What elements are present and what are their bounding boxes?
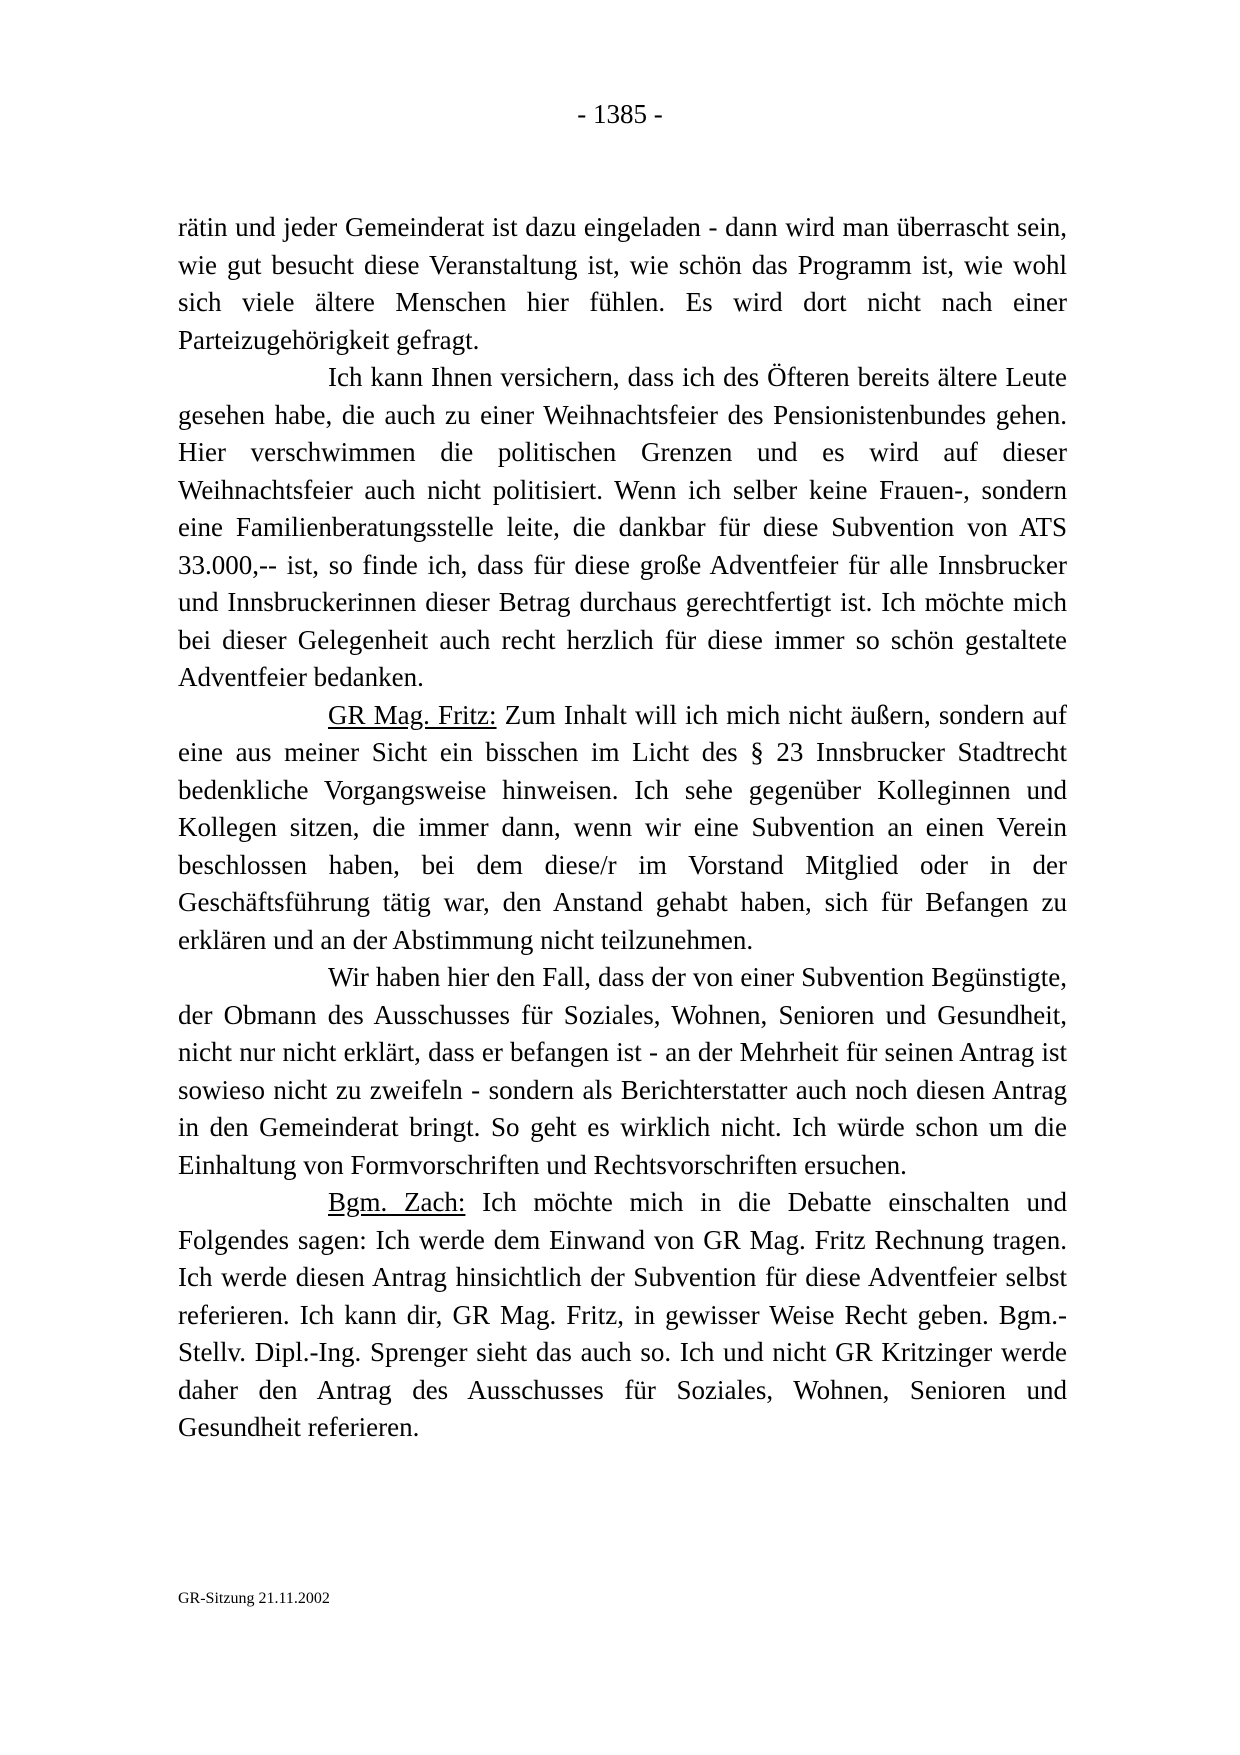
paragraph-text: Ich möchte mich in die Debatte einschalten und Folgendes sagen: Ich werde dem Einwand von GR Mag. Fritz Rechnung tragen. Ich werde diesen Antrag hinsichtlich der Subvention für diese Adventfeier selbst referieren. Ich kann dir, GR Mag. Fritz, in gewisser Weise Recht geben. Bgm.-Stellv. Dipl.-Ing. Sprenger sieht das auch so. Ich und nicht GR Kritzinger werde daher den Antrag des Ausschusses für Soziales, Wohnen, Senioren und Gesundheit referieren.: [178, 1187, 1067, 1442]
speaker-name: GR Mag. Fritz:: [328, 699, 497, 730]
paragraph-text: Wir haben hier den Fall, dass der von einer Subvention Begünstigte, der Obmann des Ausschusses für Soziales, Wohnen, Senioren und Gesundheit, nicht nur nicht erklärt, dass er befangen ist - an der Mehrheit für seinen Antrag ist sowieso nicht zu zweifeln - sondern als Berichterstatter auch noch diesen Antrag in den Gemeinderat bringt. So geht es wirklich nicht. Ich würde schon um die Einhaltung von Formvorschriften und Rechtsvorschriften ersuchen.: [178, 962, 1067, 1180]
paragraph: [178, 359, 1067, 697]
paragraph: [178, 959, 1067, 1184]
page-number: - 1385 -: [577, 99, 663, 129]
footer-session-date: GR-Sitzung 21.11.2002: [178, 1590, 330, 1607]
paragraph-speaker-fritz: [178, 697, 1067, 960]
paragraph-text: Ich kann Ihnen versichern, dass ich des Öfteren bereits ältere Leute gesehen habe, die auch zu einer Weihnachtsfeier des Pensionistenbundes gehen. Hier verschwimmen die politischen Grenzen und es wird auf dieser Weihnachtsfeier auch nicht politisiert. Wenn ich selber keine Frauen-, sondern eine Familienberatungsstelle leite, die dankbar für diese Subvention von ATS 33.000,-- ist, so finde ich, dass für diese große Adventfeier für alle Innsbrucker und Innsbruckerinnen dieser Betrag durchaus gerechtfertigt ist. Ich möchte mich bei dieser Gelegenheit auch recht herzlich für diese immer so schön gestaltete Adventfeier bedanken.: [178, 362, 1067, 692]
paragraph-text: rätin und jeder Gemeinderat ist dazu eingeladen - dann wird man überrascht sein, wie gut besucht diese Veranstaltung ist, wie schön das Programm ist, wie wohl sich viele ältere Menschen hier fühlen. Es wird dort nicht nach einer Parteizugehörigkeit gefragt.: [178, 212, 1067, 355]
speaker-name: Bgm. Zach:: [328, 1187, 466, 1217]
paragraph-text: Zum Inhalt will ich mich nicht äußern, sondern auf eine aus meiner Sicht ein bisschen im Licht des § 23 Innsbrucker Stadtrecht bedenkliche Vorgangsweise hinweisen. Ich sehe gegenüber Kolleginnen und Kollegen sitzen, die immer dann, wenn wir eine Subvention an einen Verein beschlossen haben, bei dem diese/r im Vorstand Mitglied oder in der Geschäftsführung tätig war, den Anstand gehabt haben, sich für Befangen zu erklären und an der Abstimmung nicht teilzunehmen.: [178, 699, 1067, 955]
document-body: [178, 209, 1067, 1447]
paragraph-speaker-zach: [178, 1184, 1067, 1447]
paragraph-continuation: [178, 209, 1067, 359]
